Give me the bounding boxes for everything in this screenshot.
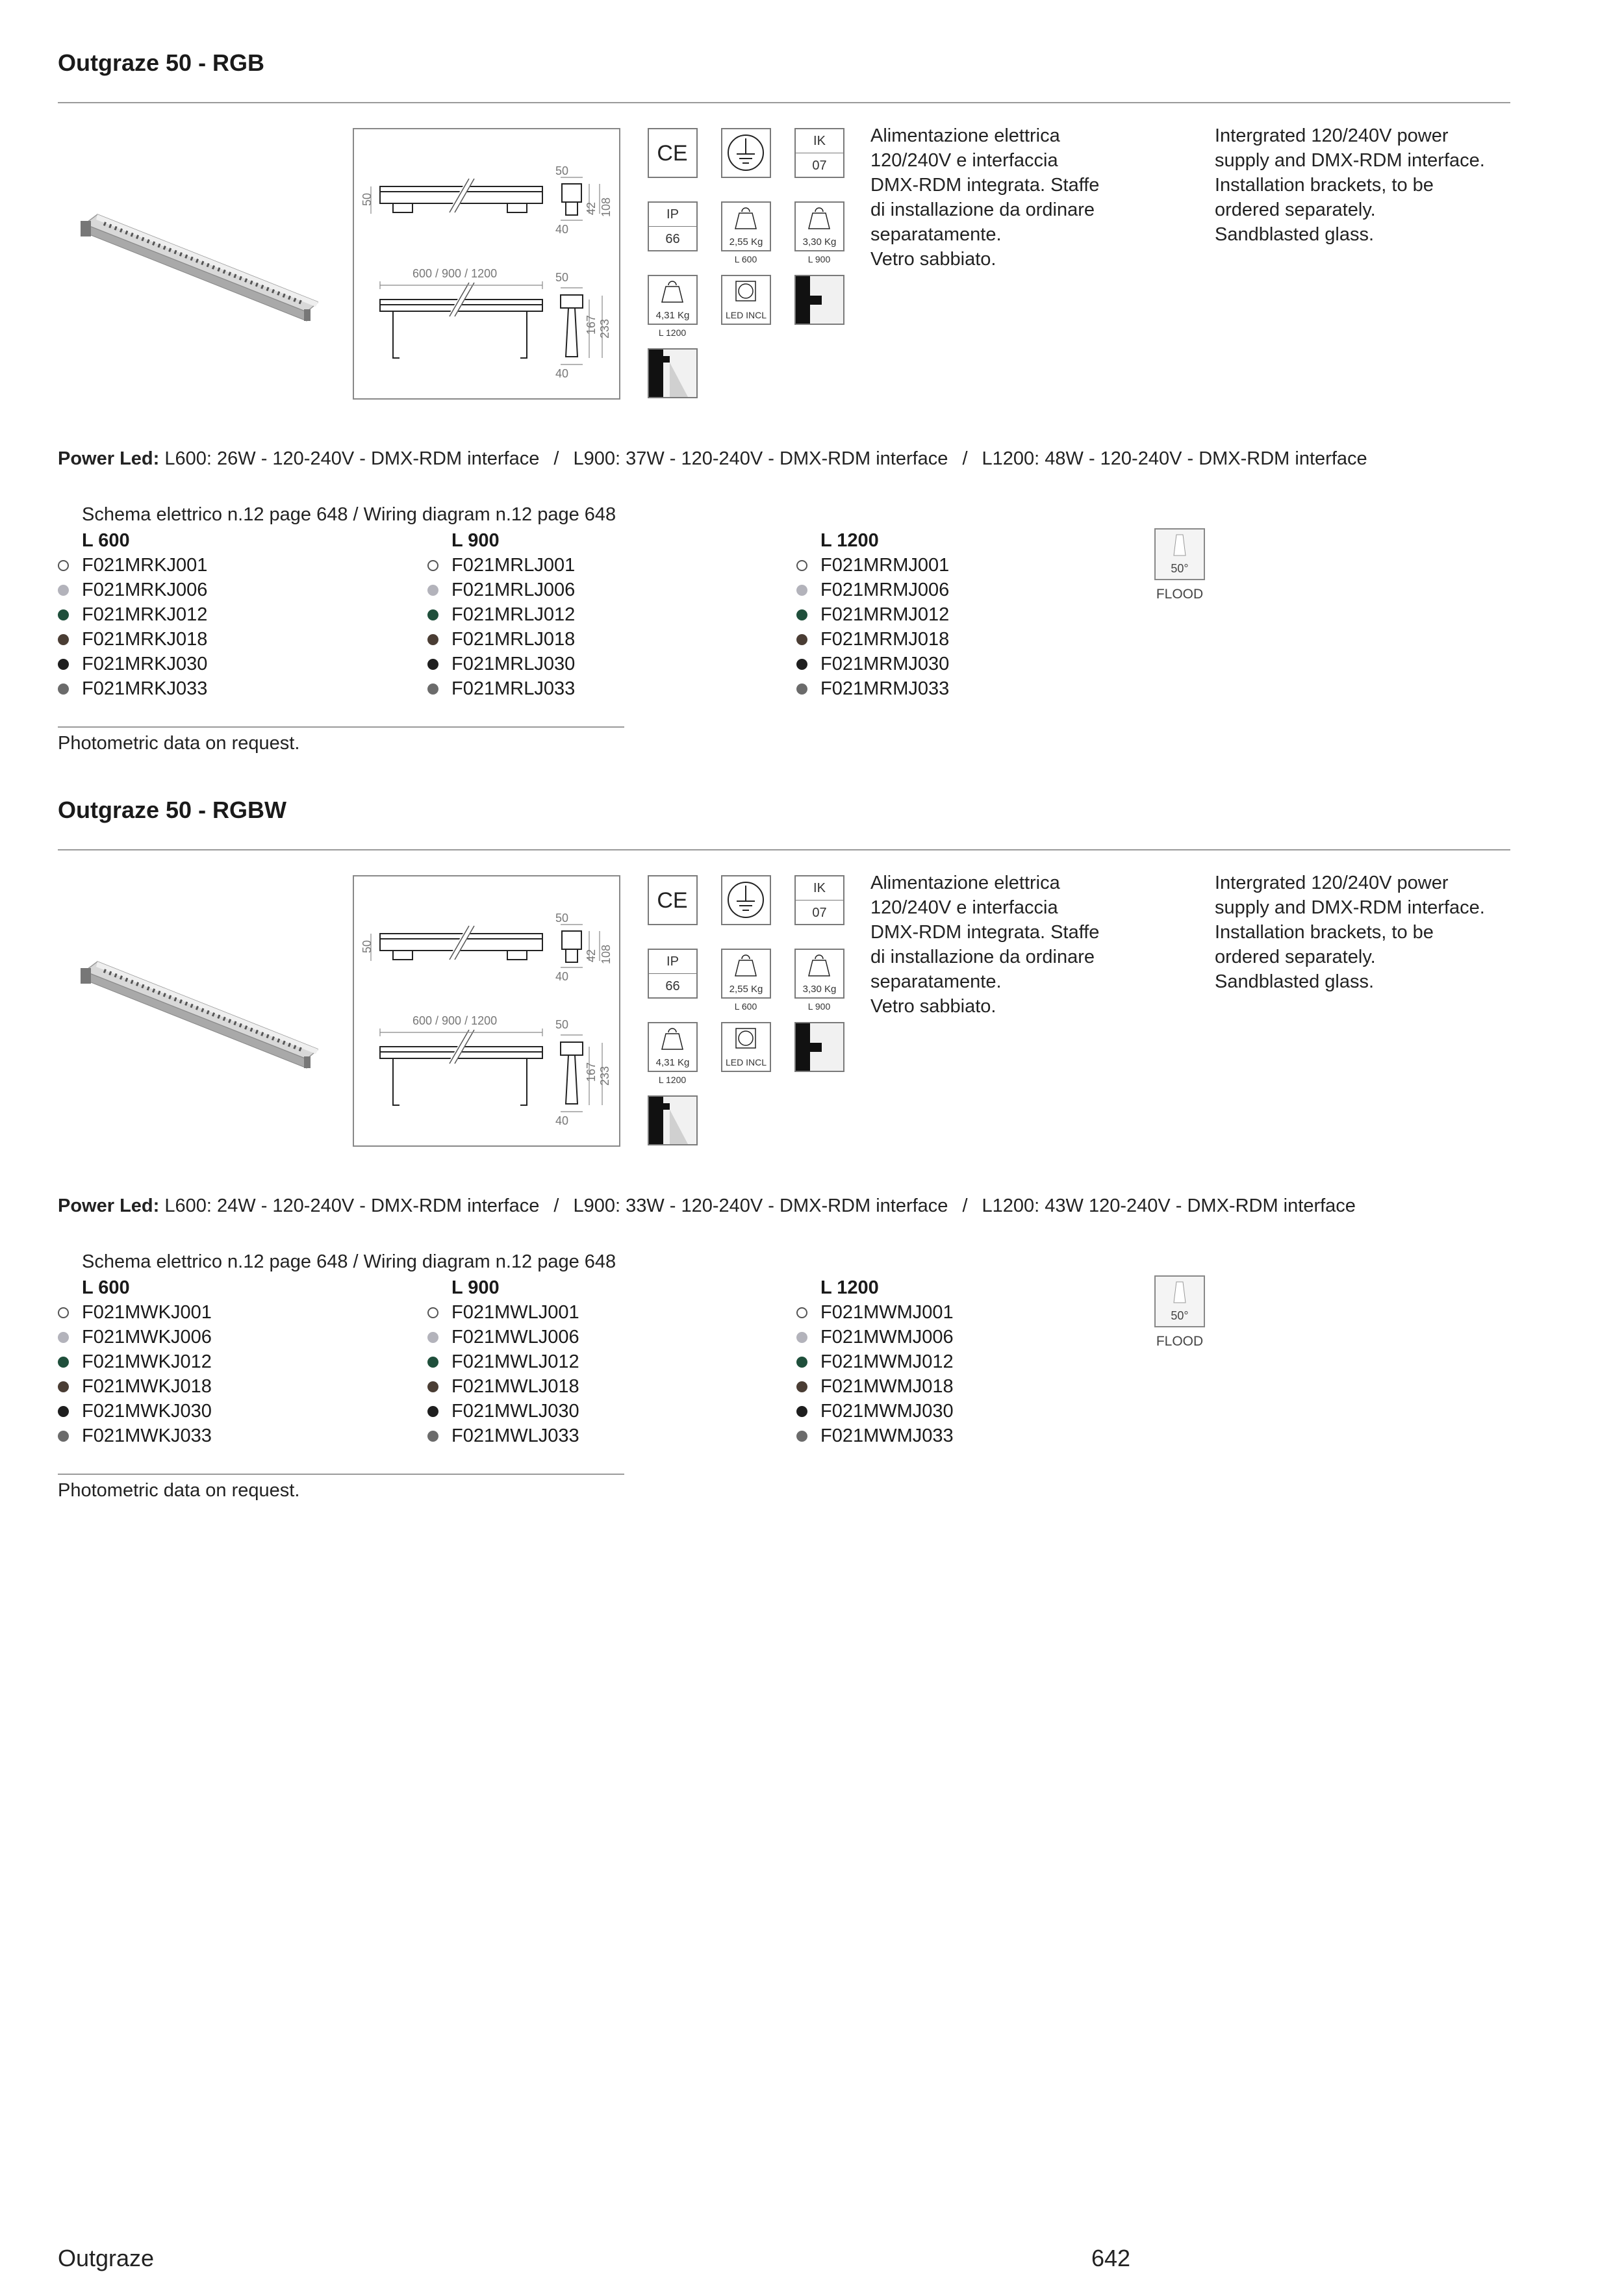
product-code-row: [427, 602, 575, 627]
ik-label: IK: [813, 881, 826, 895]
product-code-row: [796, 1349, 954, 1374]
technical-drawing: [353, 875, 620, 1147]
finish-color-dot: [427, 634, 438, 645]
product-code: F021MRKJ006: [82, 580, 208, 600]
weight-caption: L 600: [734, 254, 757, 264]
product-code: F021MWMJ006: [820, 1327, 954, 1348]
svg-text:CE: CE: [657, 888, 688, 913]
column-header: L 1200: [820, 530, 879, 551]
photometric-note: Photometric data on request.: [58, 733, 300, 754]
dim-bottom-width-2: 40: [555, 1114, 569, 1127]
finish-color-dot: [427, 1431, 438, 1442]
notes-divider: [58, 726, 624, 728]
product-code-row: [796, 1399, 954, 1424]
finish-color-dot: [427, 683, 438, 695]
flood-beam-icon: [1154, 528, 1205, 580]
ip-value: 66: [665, 979, 680, 993]
finish-color-dot: [796, 585, 807, 596]
product-section-2: [0, 747, 1624, 1501]
product-code-row: [427, 627, 575, 652]
ip-value: 66: [665, 232, 680, 246]
product-code-row: [796, 1374, 954, 1399]
product-code-row: [427, 1300, 579, 1325]
weight-value: 2,55 Kg: [729, 984, 763, 995]
product-code: F021MWLJ012: [451, 1351, 579, 1372]
finish-color-dot: [58, 1406, 69, 1417]
column-header: L 900: [451, 530, 500, 551]
finish-color-dot: [58, 1431, 69, 1442]
product-code: F021MWMJ001: [820, 1302, 954, 1323]
product-code: F021MWKJ001: [82, 1302, 212, 1323]
finish-color-dot: [427, 1381, 438, 1392]
section-divider: [58, 849, 1510, 850]
product-code-row: [58, 553, 207, 578]
dim-height-233: 233: [598, 1066, 611, 1086]
product-code: F021MWLJ033: [451, 1425, 579, 1446]
light-emission-icon: [648, 1095, 698, 1145]
luminaire-product-image: [78, 195, 318, 325]
column-header: L 600: [82, 1277, 130, 1298]
finish-color-dot: [427, 609, 438, 620]
product-code-row: [427, 652, 575, 676]
product-code-row: [796, 676, 949, 701]
ip-rating-icon: [648, 201, 698, 251]
luminaire-product-image: [78, 942, 318, 1072]
product-code-row: [796, 602, 949, 627]
beam-label: FLOOD: [1156, 1334, 1204, 1349]
wiring-diagram-ref: Schema elettrico n.12 page 648 / Wiring diagram n.12 page 648: [82, 1251, 616, 1272]
finish-color-dot: [58, 659, 69, 670]
dim-bottom-width: 40: [555, 970, 569, 983]
finish-color-dot: [427, 1307, 438, 1318]
product-code: F021MRKJ033: [82, 678, 208, 699]
finish-color-dot: [796, 609, 807, 620]
led-label: LED INCL: [725, 1057, 767, 1067]
dim-top-width: 50: [555, 164, 569, 177]
dim-height-233: 233: [598, 318, 611, 339]
finish-color-dot: [58, 1332, 69, 1343]
weight-caption: L 600: [734, 1001, 757, 1012]
product-code: F021MWKJ018: [82, 1376, 212, 1397]
description-english: Intergrated 120/240V power supply and DMX-RDM interface. Installation brackets, to be ordered separately. Sandblasted glass.: [1215, 125, 1485, 245]
dim-lengths: 600 / 900 / 1200: [412, 267, 498, 280]
dim-bottom-width: 40: [555, 223, 569, 236]
power-l900: L900: 37W - 120-240V - DMX-RDM interface: [573, 448, 948, 469]
product-code: F021MWLJ018: [451, 1376, 579, 1397]
code-column-l600: [58, 1275, 212, 1448]
led-label: LED INCL: [725, 310, 767, 320]
finish-color-dot: [58, 1381, 69, 1392]
finish-color-dot: [427, 659, 438, 670]
weight-value: 4,31 Kg: [655, 310, 690, 321]
section-title: Outgraze 50 - RGBW: [58, 797, 287, 823]
weight-caption: L 1200: [658, 327, 687, 338]
led-included-icon: [721, 275, 771, 325]
product-code: F021MRLJ006: [451, 580, 576, 600]
photometric-note: Photometric data on request.: [58, 1480, 300, 1501]
product-code-row: [58, 627, 207, 652]
product-code: F021MRLJ030: [451, 654, 576, 674]
light-emission-icon: [648, 348, 698, 398]
finish-color-dot: [796, 1381, 807, 1392]
product-code-row: [427, 676, 575, 701]
beam-label: FLOOD: [1156, 587, 1204, 602]
product-code: F021MRKJ012: [82, 604, 208, 625]
column-header: L 1200: [820, 1277, 879, 1298]
product-code: F021MWMJ033: [820, 1425, 954, 1446]
ip-rating-icon: [648, 949, 698, 999]
product-code-row: [427, 1349, 579, 1374]
product-code: F021MWLJ030: [451, 1401, 579, 1422]
ik-value: 07: [812, 159, 827, 173]
product-code: F021MWKJ012: [82, 1351, 212, 1372]
product-code-row: [427, 1374, 579, 1399]
dim-side-height: 50: [361, 192, 374, 206]
section-title: Outgraze 50 - RGB: [58, 49, 265, 76]
product-code-row: [427, 1399, 579, 1424]
finish-color-dot: [427, 585, 438, 596]
power-l1200: L1200: 48W - 120-240V - DMX-RDM interface: [982, 448, 1367, 469]
product-code: F021MWKJ033: [82, 1425, 212, 1446]
product-code-row: [58, 1424, 212, 1448]
finish-color-dot: [796, 1406, 807, 1417]
product-code-row: [427, 1325, 579, 1349]
column-header: L 600: [82, 530, 130, 551]
dim-height-167: 167: [585, 314, 598, 335]
dim-top-width-2: 50: [555, 1018, 569, 1031]
finish-color-dot: [58, 609, 69, 620]
ip-label: IP: [666, 954, 679, 969]
finish-color-dot: [427, 560, 438, 571]
finish-color-dot: [58, 585, 69, 596]
product-code: F021MRLJ033: [451, 678, 576, 699]
code-column-l1200: [796, 1275, 954, 1448]
finish-color-dot: [427, 1332, 438, 1343]
product-code: F021MRKJ018: [82, 629, 208, 650]
product-code-row: [58, 652, 207, 676]
product-code: F021MWMJ018: [820, 1376, 954, 1397]
weight-value: 2,55 Kg: [729, 236, 763, 248]
footer-family-name: Outgraze: [58, 2245, 155, 2271]
dim-height-42: 42: [585, 201, 598, 215]
product-code: F021MRMJ018: [820, 629, 950, 650]
product-code-row: [58, 1325, 212, 1349]
dim-lengths: 600 / 900 / 1200: [412, 1014, 498, 1027]
weight-value: 3,30 Kg: [802, 984, 837, 995]
weight-caption: L 900: [807, 1001, 831, 1012]
column-header: L 900: [451, 1277, 500, 1298]
weight-value: 4,31 Kg: [655, 1057, 690, 1068]
finish-color-dot: [796, 1357, 807, 1368]
dim-height-108: 108: [600, 197, 613, 217]
product-code-row: [796, 1300, 954, 1325]
code-column-l900: [427, 528, 575, 701]
finish-color-dot: [796, 1332, 807, 1343]
dim-side-height: 50: [361, 939, 374, 953]
weight-caption: L 900: [807, 254, 831, 264]
product-code-row: [427, 578, 575, 602]
power-label: Power Led:: [58, 1195, 160, 1216]
section-divider: [58, 102, 1510, 103]
finish-color-dot: [796, 1307, 807, 1318]
dim-height-108: 108: [600, 944, 613, 964]
finish-color-dot: [796, 659, 807, 670]
description-english: Intergrated 120/240V power supply and DMX-RDM interface. Installation brackets, to be ordered separately. Sandblasted glass.: [1215, 873, 1485, 992]
product-code-row: [796, 578, 949, 602]
product-code: F021MRMJ006: [820, 580, 950, 600]
product-code-row: [427, 553, 575, 578]
dim-bottom-width-2: 40: [555, 367, 569, 380]
weight-icon-l1200: [648, 1022, 698, 1072]
description-italian: Alimentazione elettrica 120/240V e interfaccia DMX-RDM integrata. Staffe di installazione da ordinare separatamente. Vetro sabbiato.: [870, 125, 1100, 270]
power-l600: L600: 24W - 120-240V - DMX-RDM interface: [164, 1195, 540, 1216]
product-code: F021MRMJ033: [820, 678, 950, 699]
dim-height-167: 167: [585, 1062, 598, 1082]
wall-mount-icon: [794, 275, 844, 325]
finish-color-dot: [796, 683, 807, 695]
finish-color-dot: [58, 560, 69, 571]
dim-top-width: 50: [555, 912, 569, 925]
finish-color-dot: [796, 560, 807, 571]
ik-value: 07: [812, 906, 827, 920]
product-code: F021MRMJ012: [820, 604, 950, 625]
product-code: F021MWLJ001: [451, 1302, 579, 1323]
product-code-row: [58, 578, 207, 602]
flood-beam-icon: [1154, 1275, 1205, 1327]
product-code: F021MRKJ030: [82, 654, 208, 674]
product-code-row: [58, 676, 207, 701]
ground-earth-icon: [721, 875, 771, 925]
power-led-specs: Power Led: L600: 26W - 120-240V - DMX-RDM interface / L900: 37W - 120-240V - DMX-RDM interface / L1200: 48W - 120-240V - DMX-RDM interface: [58, 448, 1367, 469]
dim-top-width-2: 50: [555, 271, 569, 284]
weight-icon-l900: [794, 201, 844, 251]
code-column-l900: [427, 1275, 579, 1448]
power-led-specs: Power Led: L600: 24W - 120-240V - DMX-RDM interface / L900: 33W - 120-240V - DMX-RDM interface / L1200: 43W 120-240V - DMX-RDM interface: [58, 1195, 1356, 1216]
description-italian: Alimentazione elettrica 120/240V e interfaccia DMX-RDM integrata. Staffe di installazione da ordinare separatamente. Vetro sabbiato.: [870, 873, 1100, 1017]
finish-color-dot: [427, 1357, 438, 1368]
weight-value: 3,30 Kg: [802, 236, 837, 248]
weight-icon-l600: [721, 201, 771, 251]
wiring-diagram-ref: Schema elettrico n.12 page 648 / Wiring diagram n.12 page 648: [82, 504, 616, 525]
weight-icon-l900: [794, 949, 844, 999]
product-code-row: [58, 1374, 212, 1399]
product-code-row: [58, 1349, 212, 1374]
code-column-l1200: [796, 528, 949, 701]
ip-label: IP: [666, 207, 679, 222]
product-code: F021MRKJ001: [82, 555, 208, 576]
notes-divider: [58, 1474, 624, 1475]
product-code-row: [796, 652, 949, 676]
beam-angle: 50°: [1171, 1309, 1189, 1322]
wall-mount-icon: [794, 1022, 844, 1072]
product-code-row: [796, 627, 949, 652]
power-l600: L600: 26W - 120-240V - DMX-RDM interface: [164, 448, 540, 469]
finish-color-dot: [796, 1431, 807, 1442]
product-code-row: [796, 553, 949, 578]
ce-mark-icon: [648, 128, 698, 178]
power-l1200: L1200: 43W 120-240V - DMX-RDM interface: [982, 1195, 1356, 1216]
finish-color-dot: [58, 1307, 69, 1318]
weight-icon-l600: [721, 949, 771, 999]
weight-caption: L 1200: [658, 1075, 687, 1085]
power-l900: L900: 33W - 120-240V - DMX-RDM interface: [573, 1195, 948, 1216]
finish-color-dot: [427, 1406, 438, 1417]
page-number: 642: [1091, 2245, 1131, 2271]
product-code-row: [58, 1399, 212, 1424]
product-code-row: [58, 1300, 212, 1325]
code-column-l600: [58, 528, 207, 701]
led-included-icon: [721, 1022, 771, 1072]
ik-label: IK: [813, 134, 826, 148]
product-code: F021MWMJ012: [820, 1351, 954, 1372]
power-label: Power Led:: [58, 448, 160, 469]
svg-text:CE: CE: [657, 141, 688, 166]
finish-color-dot: [796, 634, 807, 645]
product-code: F021MRMJ030: [820, 654, 950, 674]
ik-rating-icon: [794, 128, 844, 178]
product-code: F021MRLJ012: [451, 604, 576, 625]
product-code: F021MWKJ006: [82, 1327, 212, 1348]
product-section-1: [0, 0, 1624, 754]
ce-mark-icon: [648, 875, 698, 925]
product-code: F021MRMJ001: [820, 555, 950, 576]
beam-angle: 50°: [1171, 562, 1189, 575]
product-code-row: [796, 1424, 954, 1448]
product-code: F021MWLJ006: [451, 1327, 579, 1348]
product-code: F021MRLJ018: [451, 629, 576, 650]
finish-color-dot: [58, 1357, 69, 1368]
product-code: F021MRLJ001: [451, 555, 576, 576]
finish-color-dot: [58, 634, 69, 645]
technical-drawing: [353, 128, 620, 400]
product-code-row: [796, 1325, 954, 1349]
ik-rating-icon: [794, 875, 844, 925]
product-code-row: [427, 1424, 579, 1448]
ground-earth-icon: [721, 128, 771, 178]
finish-color-dot: [58, 683, 69, 695]
dim-height-42: 42: [585, 949, 598, 962]
product-code: F021MWKJ030: [82, 1401, 212, 1422]
product-code-row: [58, 602, 207, 627]
product-code: F021MWMJ030: [820, 1401, 954, 1422]
weight-icon-l1200: [648, 275, 698, 325]
